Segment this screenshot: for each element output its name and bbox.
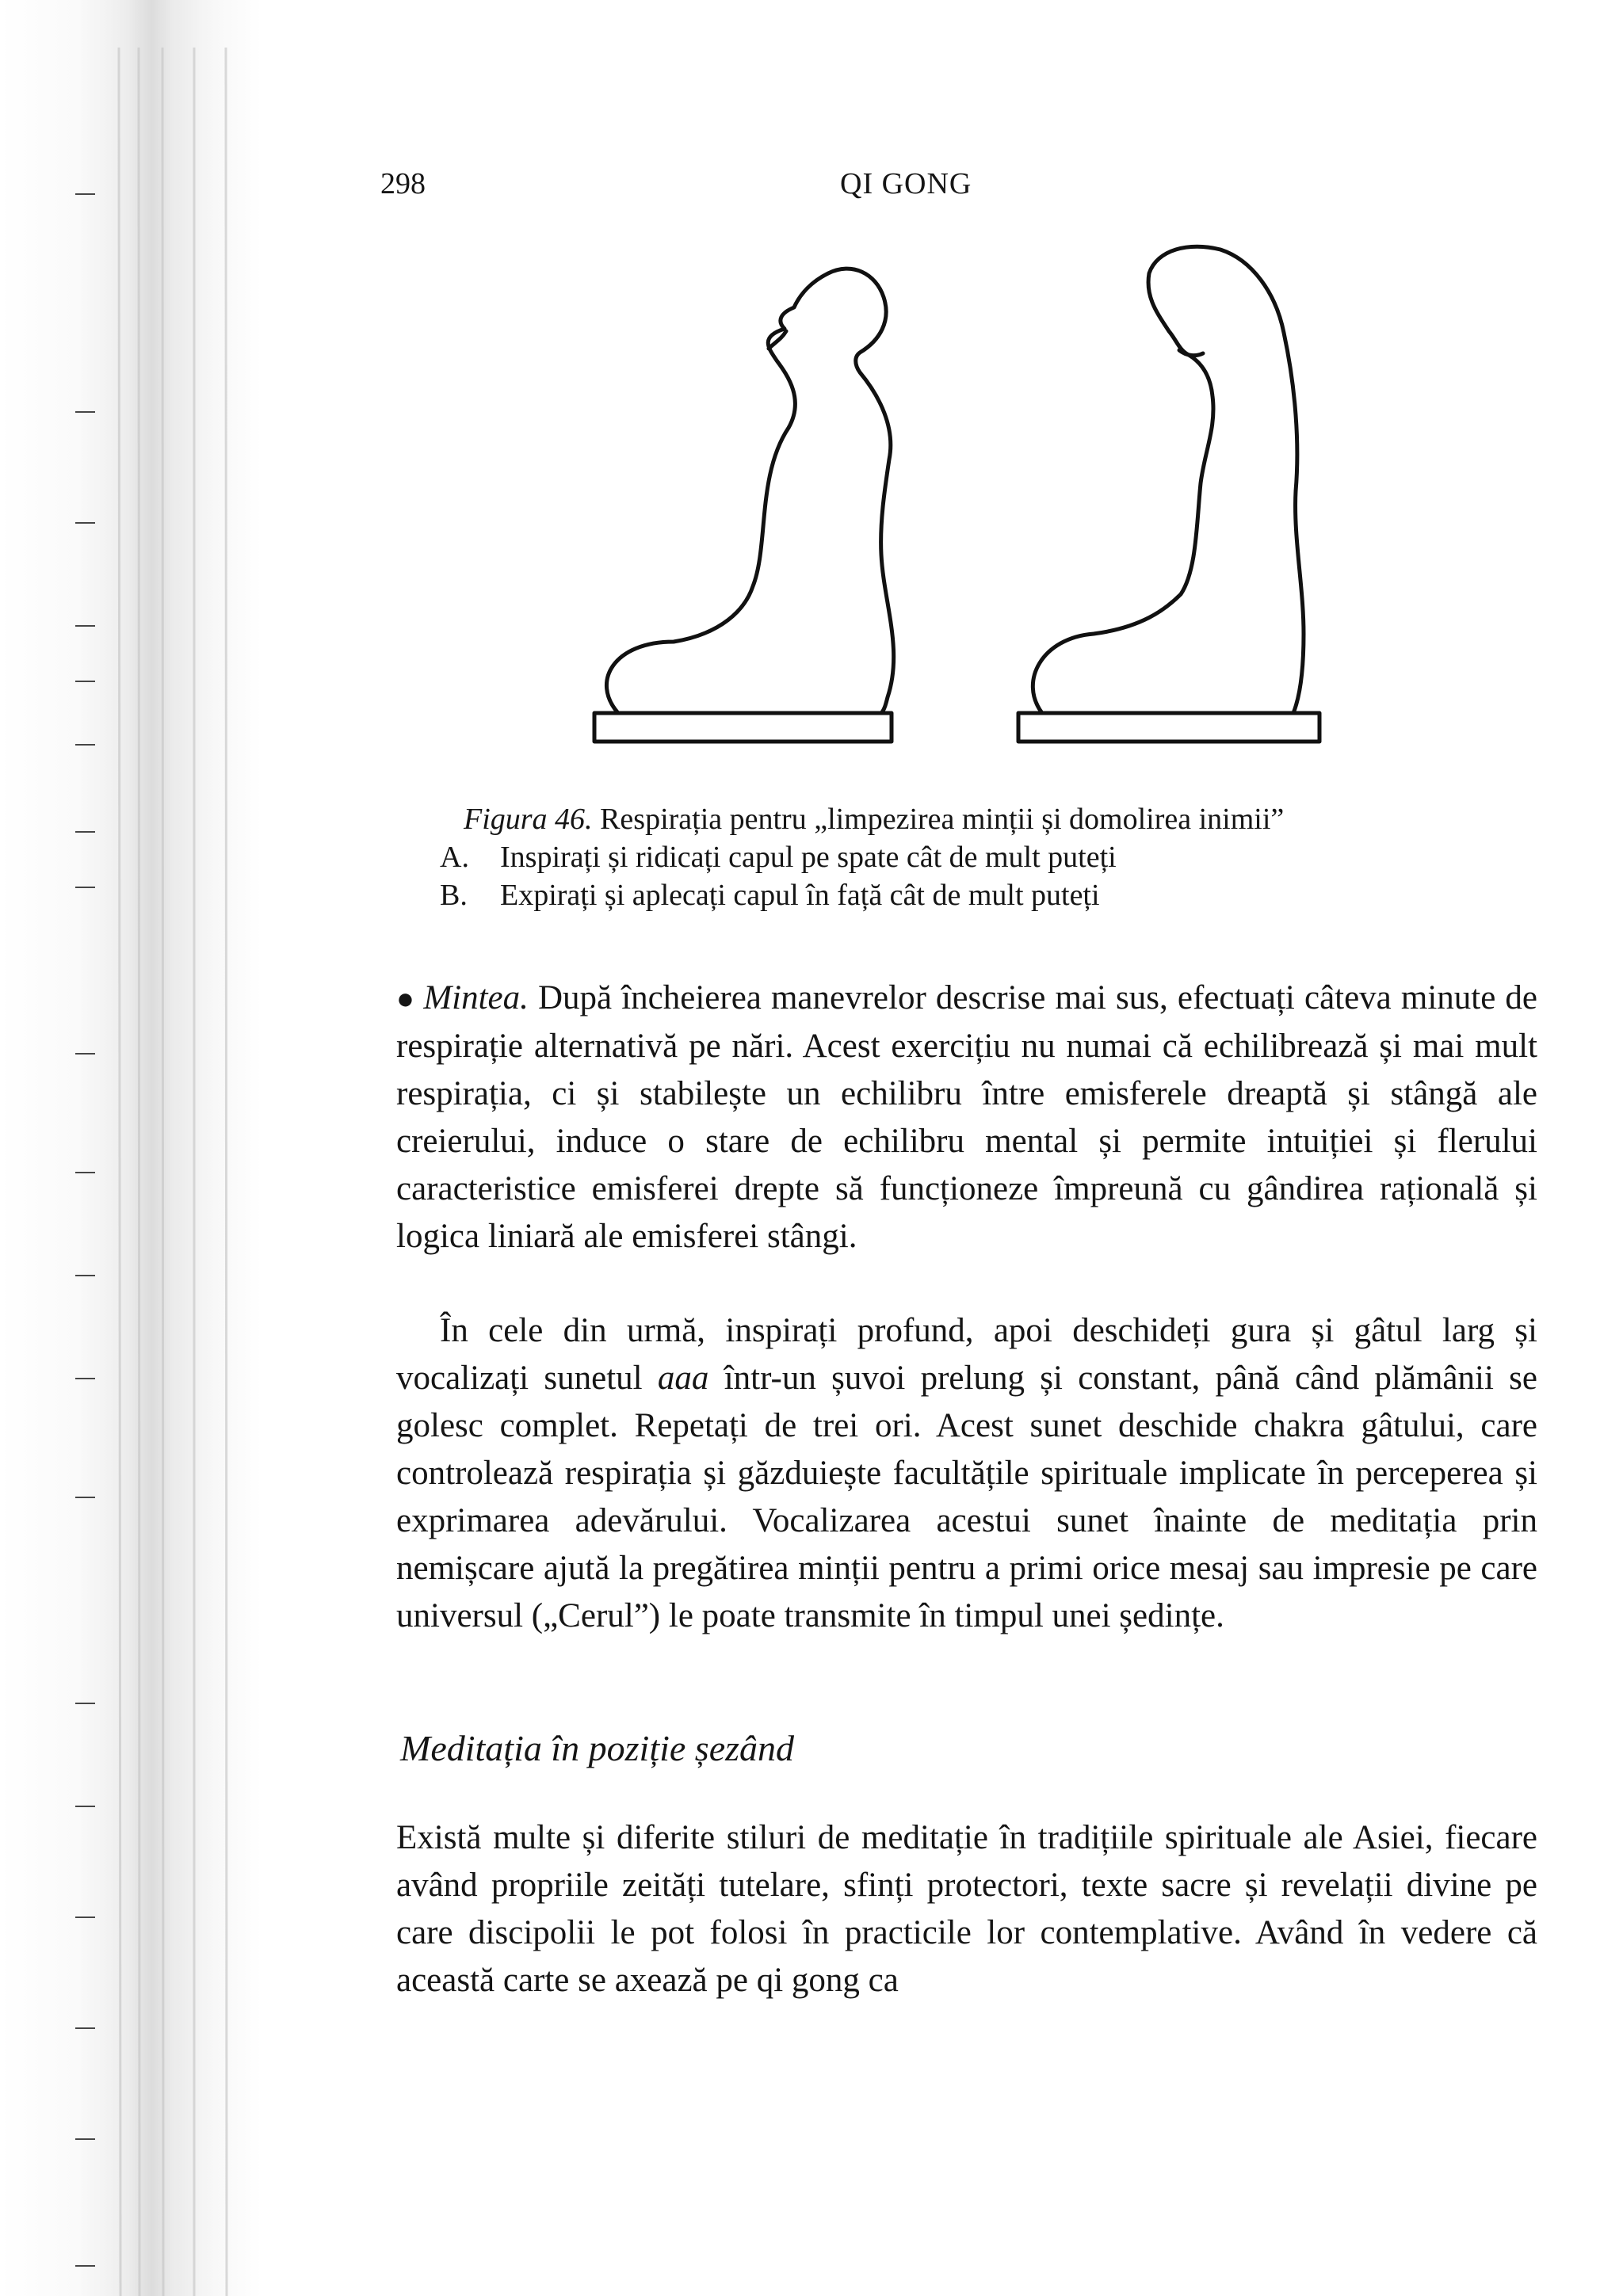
figure-caption-title [464, 800, 1549, 838]
figure-title: Respirația pentru „limpezirea minții și domolirea inimii” [600, 803, 1285, 836]
figure-caption-item-b [440, 876, 1549, 914]
figure-caption-item-a [440, 838, 1549, 876]
paragraph-text-after: într-un șuvoi prelung și constant, până când plămânii se golesc complet. Repetați de trei ori. Acest sunet deschide chakra gâtului, care controlează respirația și găzduiește facultățile spirituale implicate în perceperea și exprimarea adevărului. Vocalizarea acestui sunet înainte de meditația prin nemișcare ajută la pregătirea minții pentru a primi orice mesaj sau impresie pe care universul („Cerul”) le poate transmite în timpul unei ședințe. [396, 1360, 1537, 1634]
figure-a-cushion [594, 713, 892, 742]
caption-item-letter: A. [440, 841, 469, 874]
caption-item-letter: B. [440, 879, 468, 912]
paragraph-text: După încheierea manevrelor descrise mai sus, efectuați câteva minute de respirație alternativă pe nări. Acest exercițiu nu numai că echilibrează și mai mult respirația, ci și stabilește un echilibru între emisferele dreaptă și stângă ale creierului, induce o stare de echilibru mental și permite intuiției și flerului caracteristice emisferei drepte să funcționeze împreună cu gândirea rațională și logica liniară ale emisferei stângi. [396, 979, 1537, 1255]
breathing-figure-illustration [586, 238, 1331, 776]
paragraph-meditation-styles [396, 1814, 1537, 2004]
italic-word: aaa [657, 1360, 709, 1397]
page-header [380, 166, 1529, 214]
paragraph-mintea [396, 974, 1537, 1261]
caption-item-text: Inspirați și ridicați capul pe spate cât de mult puteți [500, 841, 1117, 874]
bullet-icon: ● [396, 982, 416, 1016]
page-number: 298 [380, 167, 426, 200]
figure-label: Figura 46. [464, 803, 593, 836]
binding-edge-marks [0, 0, 262, 2296]
figure-a-head-back [594, 269, 894, 742]
paragraph-text-before: În cele din urmă, inspirați profund, apoi deschideți gura și gâtul larg și vocalizați sunetul [396, 1312, 1537, 1397]
paragraph-text: Există multe și diferite stiluri de meditație în tradițiile spirituale ale Asiei, fiecare având propriile zeități tutelare, sfinți protectori, texte sacre și revelații divine pe care discipolii le pot folosi în practicile lor contemplative. Având în vedere că această carte se axează pe qi gong ca [396, 1819, 1537, 1999]
figure-b-head-forward [1018, 246, 1319, 742]
figure-b-cushion [1018, 713, 1319, 742]
figure-caption [440, 800, 1549, 914]
section-heading: Meditația în poziție șezând [400, 1728, 795, 1768]
scan-binding-shadow [0, 0, 262, 2296]
caption-item-text: Expirați și aplecați capul în față cât de mult puteți [500, 879, 1100, 912]
paragraph-vocalization [396, 1307, 1537, 1640]
running-head: QI GONG [840, 167, 972, 200]
paragraph-lead-italic: Mintea. [423, 979, 529, 1016]
